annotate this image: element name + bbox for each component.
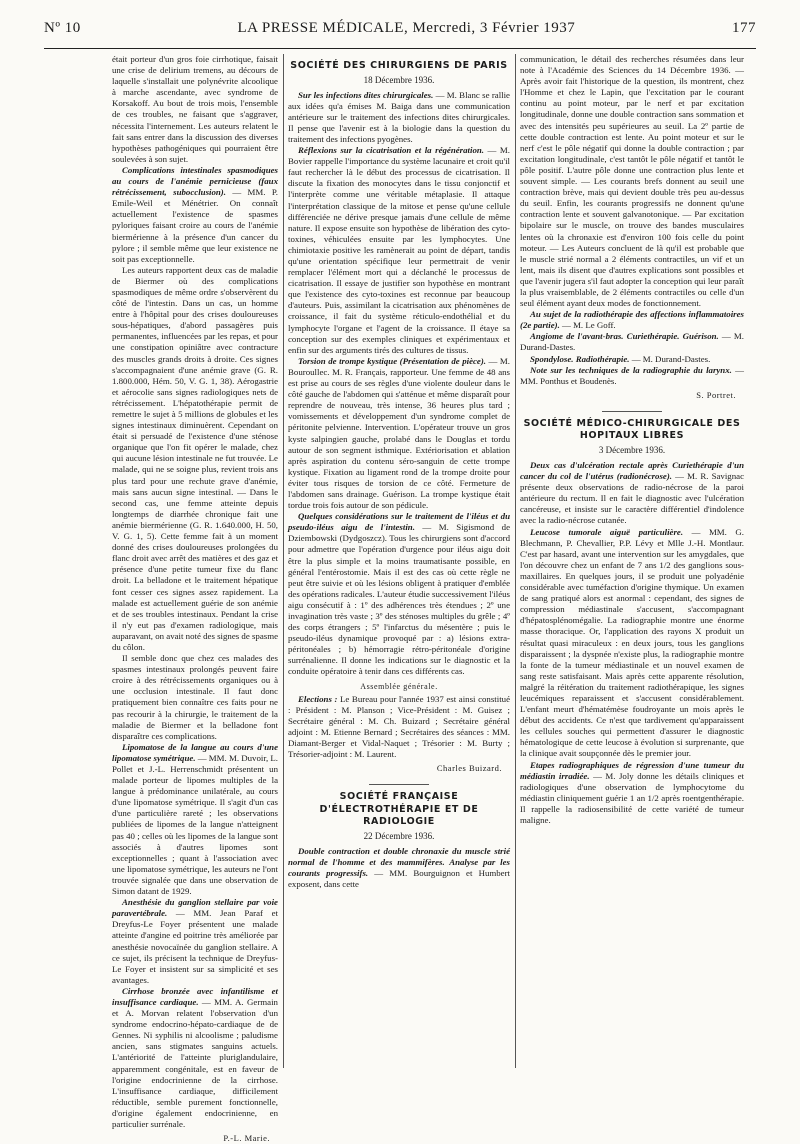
abstract-heading: Elections :	[298, 693, 338, 704]
abstract-text: — M. Joly donne les détails cliniques et radiologiques d'une observation de lymphocytome du médiastin cliniquement guérie 1 an 1/2 après roentgenthérapie. Il rappelle la radiosensibilité de cette variété de tumeur maligne.	[520, 770, 744, 825]
abstract-heading: Double contraction et double chronaxie du muscle strié normal de l'homme et des mammifères. Analyse par les courants progressifs.	[288, 845, 510, 879]
section-separator	[369, 784, 429, 785]
abstract-heading: Angiome de l'avant-bras. Curiethérapie. Guérison.	[530, 331, 719, 342]
abstract-paragraph	[520, 760, 744, 827]
abstract-paragraph	[520, 309, 744, 331]
session-date: 18 Décembre 1936.	[363, 74, 435, 85]
abstract-heading: Complications intestinales spasmodiques au cours de l'anémie pernicieuse (faux rétrécissement, subocclusion).	[112, 164, 278, 198]
abstract-paragraph	[520, 527, 744, 760]
abstract-paragraph	[520, 331, 744, 353]
journal-title: LA PRESSE MÉDICALE, Mercredi, 3 Février 1937	[237, 20, 576, 36]
paragraph: était porteur d'un gros foie cirrhotique, faisait une crise de delirium tremens, au décours de laquelle s'installait une polynévrite alcoolique à marche ascendante, avec syndrome de Korsakoff. Au bout de trois mois, l'ensemble de ces troubles, ne faisant que s'aggraver, nécessita l'internement. Les auteurs relatent le fait sans entrer dans la discussion des diverses hypothèses pathogéniques qui pourraient être soulevées à son sujet.	[112, 54, 278, 164]
abstract-text: — MM. Ponthus et Boudenès.	[520, 364, 744, 386]
abstract-text: — M. R. Savignac présente deux observations de radio-nécrose de la paroi antérieure du rectum. Il en fait le diagnostic avec l'ulcération cancéreuse, et insiste sur le caractère différentiel d'indolence avec la radio-nécrose cutanée.	[520, 471, 744, 526]
column-divider-1	[283, 54, 284, 1068]
abstract-text: — M. Blanc se rallie aux idées qu'a émises M. Baiga dans une communication antérieure sur le traitement des infections dites chirurgicales. Il pense que l'avenir est à la biologie dans la question du traitement des infections pyogènes.	[288, 89, 510, 144]
abstract-paragraph	[288, 694, 510, 761]
abstract-heading: Quelques considérations sur le traitement de l'iléus et du pseudo-iléus aigu de l'intestin.	[288, 511, 510, 533]
abstract-heading: Spondylose. Radiothérapie.	[530, 353, 630, 364]
abstract-heading: Cirrhose bronzée avec infantilisme et insuffisance cardiaque.	[112, 985, 278, 1007]
section-title: SOCIÉTÉ MÉDICO-CHIRURGICALE DES HOPITAUX LIBRES	[523, 417, 741, 442]
abstract-text: Le Bureau pour l'année 1937 est ainsi constitué : Président : M. Planson ; Vice-Président : M. Guisez ; Secrétaire général : M. Ch. Buizard ; Secrétaire général adjoint : M. Etienne Bernard ; Secrétaires des séances : MM. Diamant-Berger et Vidal-Naquet ; Trésorier : M. Burty ; Trésorier-adjoint : M. Laurent.	[288, 693, 511, 760]
abstract-text: — MM. A. Germain et A. Morvan relatent l'observation d'un syndrome endocrino-hépato-cardiaque de de Gennes. Ni syphilis ni alcoolisme ; paludisme ancien, sans stigmates sanguins actuels. L'antériorité de l'atteinte pluriglandulaire, apparemment congénitale, est en faveur de l'origine endocrinienne de la cirrhose. L'insuffisance cardiaque, difficilement réductible, semble purement fonctionnelle, d'origine également endocrinienne, en particulier surrénale.	[112, 996, 278, 1129]
abstract-paragraph	[288, 356, 510, 511]
page-header	[44, 20, 756, 46]
paragraph: Il semble donc que chez ces malades des spasmes intestinaux prolongés peuvent faire croire à des rétrécissements organiques ou à une occlusion intestinale. Il faut donc pratiquement bien connaître ces faits pour ne pas recourir à la chirurgie, le traitement de la maladie de Biermer et la belladone font disparaître ces complications.	[112, 653, 278, 741]
abstract-heading: Lipomatose de la langue au cours d'une lipomatose symétrique.	[112, 741, 278, 763]
header-rule	[44, 48, 756, 49]
abstract-paragraph	[288, 511, 510, 677]
abstract-heading: Etapes radiographiques de régression d'une tumeur du médiastin irradiée.	[520, 759, 744, 781]
paragraph: Les auteurs rapportent deux cas de maladie de Biermer où des complications spasmodiques de même ordre s'observèrent du côté de l'intestin. Dans un cas, un homme entre à l'hôpital pour des crises douloureuses sous-hépatiques, d'abord passagères puis permanentes, influencées par les repas, et pour une constipation opiniâtre avec contracture des muscles grands droits à droite. Ces signes s'accompagnaient d'une anémie grave (G. R. 1.800.000, Hém. 50, V. G. 1, 38). Aérogastrie et aérocolie sans signes radiologiques nets de rétrécissement. L'hépatothérapie permit de remettre le sujet à 5 millions de globules et les signes intestinaux diminuèrent. Cependant on était si persuadé de l'existence d'une sténose organique que l'on fit opérer le malade, chez qui aucune lésion intestinale ne fut trouvée. Le malade, qui ne se soigne plus, revient trois ans plus tard pour une rechute grave d'anémie, mais sans aucun signe intestinal. — Dans le second cas, une femme atteinte depuis longtemps de diarrhée chronique fait une anémie biermérienne (G. R. 1.640.000, H. 50, V. G. 1, 5). Cette femme fait à un moment donné des crises douloureuses prolongées du flanc droit avec arrêt des matières et des gaz et présence d'une petite tumeur fixe du flanc droit. La belladone et le traitement hépatique font cesser ces signes assez rapidement. La malade est actuellement guérie de son anémie et de ses troubles intestinaux. Pendant la crise il n'y eut pas d'examen radiologique, mais auparavant, on avait noté des signes de spasme du côlon.	[112, 264, 279, 652]
abstract-heading: Sur les infections dites chirurgicales.	[298, 89, 434, 100]
abstract-paragraph	[112, 165, 278, 265]
abstract-text: — M. Bouroullec. M. R. Français, rapporteur. Une femme de 48 ans est prise au cours de ses règles d'une violente douleur dans le côté gauche de l'abdomen qui s'atténue et même disparaît pour reprendre de nouveau, très intense, 36 heures plus tard ; vomissements et développement d'un syndrome complet de péritonite pelvienne. Intervention. L'opérateur trouve un gros kyste salpingien gauche, prolabé dans le Douglas et tordu autour de son segment isthmique. Extériorisation et ablation après aspiration du contenu séro-sanguin de cette trompe kystique. Fixation au ligament rond de la trompe droite pour éviter tous risques de torsion de ce côté. Fermeture de l'abdomen sans drainage. Guérison. La trompe kystique était tordue trois fois autour de son pédicule.	[288, 355, 510, 511]
column-divider-2	[515, 54, 516, 1068]
issue-number: Nº 10	[44, 20, 81, 36]
section-title: SOCIÉTÉ FRANÇAISE D'ÉLECTROTHÉRAPIE ET DE RADIOLOGIE	[319, 791, 479, 828]
paragraph: communication, le détail des recherches résumées dans leur note à l'Académie des Sciences du 14 Décembre 1936. — Après avoir fait l'historique de la question, ils montrent, chez l'Homme et chez le Lapin, que l'excitation par le courant continu au point moteur, par le nerf et par excitation longitudinale, donne une double contraction sans sommation et avec des intensités peu supérieures au seuil. La 2º partie de cette double contraction est lente. Au point moteur et sur le nerf c'est le pôle négatif qui donne la double contraction ; par excitation longitudinale, c'est tantôt le pôle négatif et tantôt le pôle positif. L'autre pôle donne une contraction plus lente et souvent simple. — Les courants brefs donnent au seuil une contraction brève, mais qui devient double très peu au-dessus du seuil. Enfin, les courants progressifs ne donnent qu'une contraction lente et souvent galvanotonique. — Par excitation bipolaire sur le muscle, on trouve des bandes musculaires lentes où la chronaxie est d'environ 100 fois celle du point moteur. — Les Auteurs concluent de là qu'il est probable que le muscle strié normal a 2 éléments contractiles, un vif et un lent, mais ils disent que d'autres explications sont possibles et que l'avenir jugera s'il faut adopter la conception qui leur paraît la plus vraisemblable, de 2 éléments contractiles ou celle d'un seul élément ayant deux modes de fonctionnement.	[520, 54, 744, 309]
abstract-heading: Au sujet de la radiothérapie des affections inflammatoires (2e partie).	[520, 309, 744, 331]
abstract-text: — MM. Jean Paraf et Dreyfus-Le Foyer présentent une malade atteinte d'angine ed poitrine très améliorée par anesthésie novocaïnée du ganglion stellaire. A ce sujet, ils précisent la technique de Dreyfus-Le Foyer et insistent sur sa simplicité et ses avantages.	[112, 908, 278, 985]
abstract-heading: Réflexions sur la cicatrisation et la régénération.	[298, 145, 485, 156]
abstract-text: — M. Durand-Dastes.	[629, 353, 711, 364]
abstract-heading: Note sur les techniques de la radiographie du larynx.	[530, 364, 732, 375]
abstract-text: — MM. M. Duvoir, L. Pollet et J.-L. Herrenschmidt présentent un malade porteur de lipomes multiples de la langue à prédominance unilatérale, au cours d'une lipomatose symétrique. Il s'agit d'un cas d'une particulière rareté ; les observations publiées de lipomes de la langue n'atteignent pas 40 ; celles où les lipomes de la langue sont associés à d'autres lipomes sont exceptionnelles ; quant à l'association avec une lipomatose symétrique, les auteurs ne l'ont trouvée signalée que dans une observation de Simon datant de 1929.	[112, 752, 278, 897]
abstract-paragraph	[288, 145, 510, 356]
abstract-paragraph	[112, 742, 278, 897]
signature: S. Portret.	[696, 389, 736, 400]
abstract-heading: Torsion de trompe kystique (Présentation de pièce).	[298, 355, 487, 366]
column-2	[288, 54, 510, 1074]
section-separator	[602, 411, 662, 412]
abstract-text: — M. Bovier rappelle l'importance du système lacunaire et croit qu'il faut rechercher là le début des processus de cicatrisation. Il discute la fixation des monocytes dans le tissu conjonctif et l'interprète comme une véritable métaplasie. Il attaque l'interprétation classique de la mitose et pense qu'une cellule différenciée ne dérive presque jamais d'une cellule de même nature. Il expose ensuite son hypothèse de libération des cyto-toxines, véhiculées ensuite par les lymphocytes. Une chimiotaxie positive les ramènerait au point de départ, tandis qu'une orientation spécifique leur permettrait de venir remplacer l'élément mort qui a déclanché le processus de cicatrisation. Il essaye de justifier son hypothèse en montrant que l'existence des cyto-toxines est reconnue par beaucoup d'auteurs. Puis, assimilant la cicatrisation aux phénomènes de croissance, il fait du système réticulo-endothélial et du lymphocyte l'organe et l'agent de la croissance. Il étaye sa conception sur des exemples cliniques et expérimentaux et enfin sur des arguments tirés des cultures de tissus.	[288, 145, 510, 355]
section-title: SOCIÉTÉ DES CHIRURGIENS DE PARIS	[290, 60, 508, 71]
column-1	[112, 54, 279, 1144]
abstract-text: — MM. P. Emile-Weil et Ménétrier. On connaît actuellement l'existence de spasmes pyloriques faisant croire au cours de l'anémie biermérienne à la présence d'un cancer du pylore ; il semble même que leur existence ne soit pas exceptionnelle.	[112, 187, 278, 264]
subsection-title: Assemblée générale.	[360, 681, 438, 691]
column-3	[520, 54, 744, 1074]
abstract-text: — M. Durand-Dastes.	[520, 331, 745, 353]
signature: Charles Buizard.	[436, 763, 502, 774]
session-date: 22 Décembre 1936.	[363, 830, 435, 841]
abstract-paragraph	[288, 846, 510, 890]
signature: P.-L. Marie.	[223, 1133, 270, 1144]
abstract-paragraph	[520, 354, 744, 365]
abstract-paragraph	[520, 365, 744, 387]
abstract-paragraph	[112, 897, 278, 986]
abstract-text: — M. Sigismond de Dziembowski (Dydgoszcz). Tous les chirurgiens sont d'accord pour admettre que l'opération d'urgence pour iléus aigu doit être la plus simple et la moins traumatisante possible, en général l'entérostomie. Mais il est des cas où cette règle ne peut être suivie et où les lésions obligent à pratiquer d'emblée des opérations radicales. L'auteur étudie successivement l'iléus aigu consécutif à : 1º des adhérences très étendues ; 2º une invagination très vaste ; 3º des sténoses multiples du grêle ; 4º des corps étrangers ; 5º l'infarctus du mésentère ; puis le pseudo-iléus dynamique provoqué par : a) lésions extra-péritonéales ; b) hémorragie rétro-péritonéale d'origine surrénalienne. Il donne les indications sur le diagnostic et la conduite opératoire à tenir dans ces différents cas.	[288, 522, 510, 677]
abstract-paragraph	[288, 90, 510, 145]
abstract-heading: Deux cas d'ulcération rectale après Curiethérapie d'un cancer du col de l'utérus (radionécrose).	[520, 460, 744, 482]
page-number: 177	[731, 20, 756, 36]
abstract-heading: Anesthésie du ganglion stellaire par voie paravertébrale.	[112, 897, 278, 919]
abstract-text: — MM. Bourguignon et Humbert exposent, dans cette	[288, 868, 511, 890]
abstract-heading: Leucose tumorale aiguë particulière.	[530, 526, 684, 537]
abstract-paragraph	[520, 460, 744, 527]
session-date: 3 Décembre 1936.	[598, 444, 666, 455]
abstract-text: — M. Le Goff.	[559, 320, 616, 331]
abstract-paragraph	[112, 986, 278, 1130]
abstract-text: — MM. G. Blechmann, P. Chevallier, P.P. Lévy et Mlle J.-H. Montlaur. C'est par hasard, avant une intervention sur les amygdales, que l'on découvre chez un enfant de 7 ans 1/2 des ganglions sous-maxillaires. En quelques jours, il se produit une polyadénie considérable avec tuméfaction d'origine thymique. Un examen de sang pratiqué alors est anormal : cependant, des signes de compression médiastinale s'accusent, s'accompagnant d'hépatosplénomégalie. La radiographie montre une énorme masse thoracique. Or, l'application des rayons X produit un résultat quasi miraculeux : en deux jours, tous les ganglions disparaissent ; la dyspnée n'existe plus, la radiographie montre la fonte de la tumeur médiastinale et un nouvel examen de sang reste satisfaisant. Mais après cette apparente résolution, malgré la réitération du traitement radiothérapique, les signes leucémiques reparaissent et s'accusent considérablement. L'enfant meurt d'hématémèse foudroyante un mois après le début des accidents. Ce n'est que tardivement qu'apparaissent les cellules souches qui permettent d'assurer le diagnostic hématologique de cette leucose à évolution si surprenante, que la clinique avait soupçonnée dès le premier jour.	[520, 526, 745, 759]
